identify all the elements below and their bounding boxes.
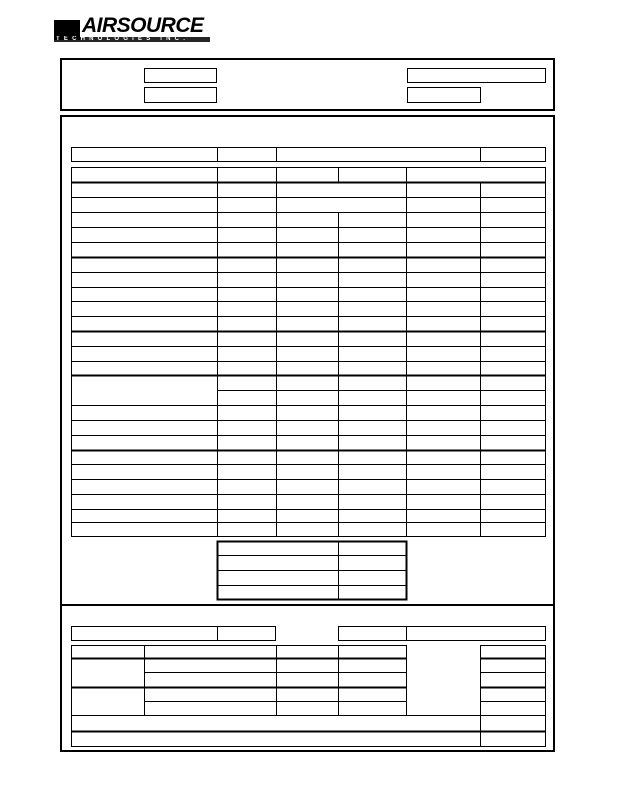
logo-name: AIRSOURCE	[82, 14, 204, 37]
bottom-title-row	[72, 627, 546, 641]
header-field-4[interactable]	[408, 88, 481, 103]
main-title-row	[72, 148, 546, 162]
header-field-2[interactable]	[145, 88, 217, 103]
logo-tagline: TECHNOLOGIES INC.	[56, 36, 190, 42]
bottom-table	[72, 646, 546, 747]
main-table	[72, 168, 546, 537]
summary-table	[218, 542, 407, 600]
header-field-1[interactable]	[145, 69, 217, 83]
header-field-3[interactable]	[408, 69, 546, 83]
